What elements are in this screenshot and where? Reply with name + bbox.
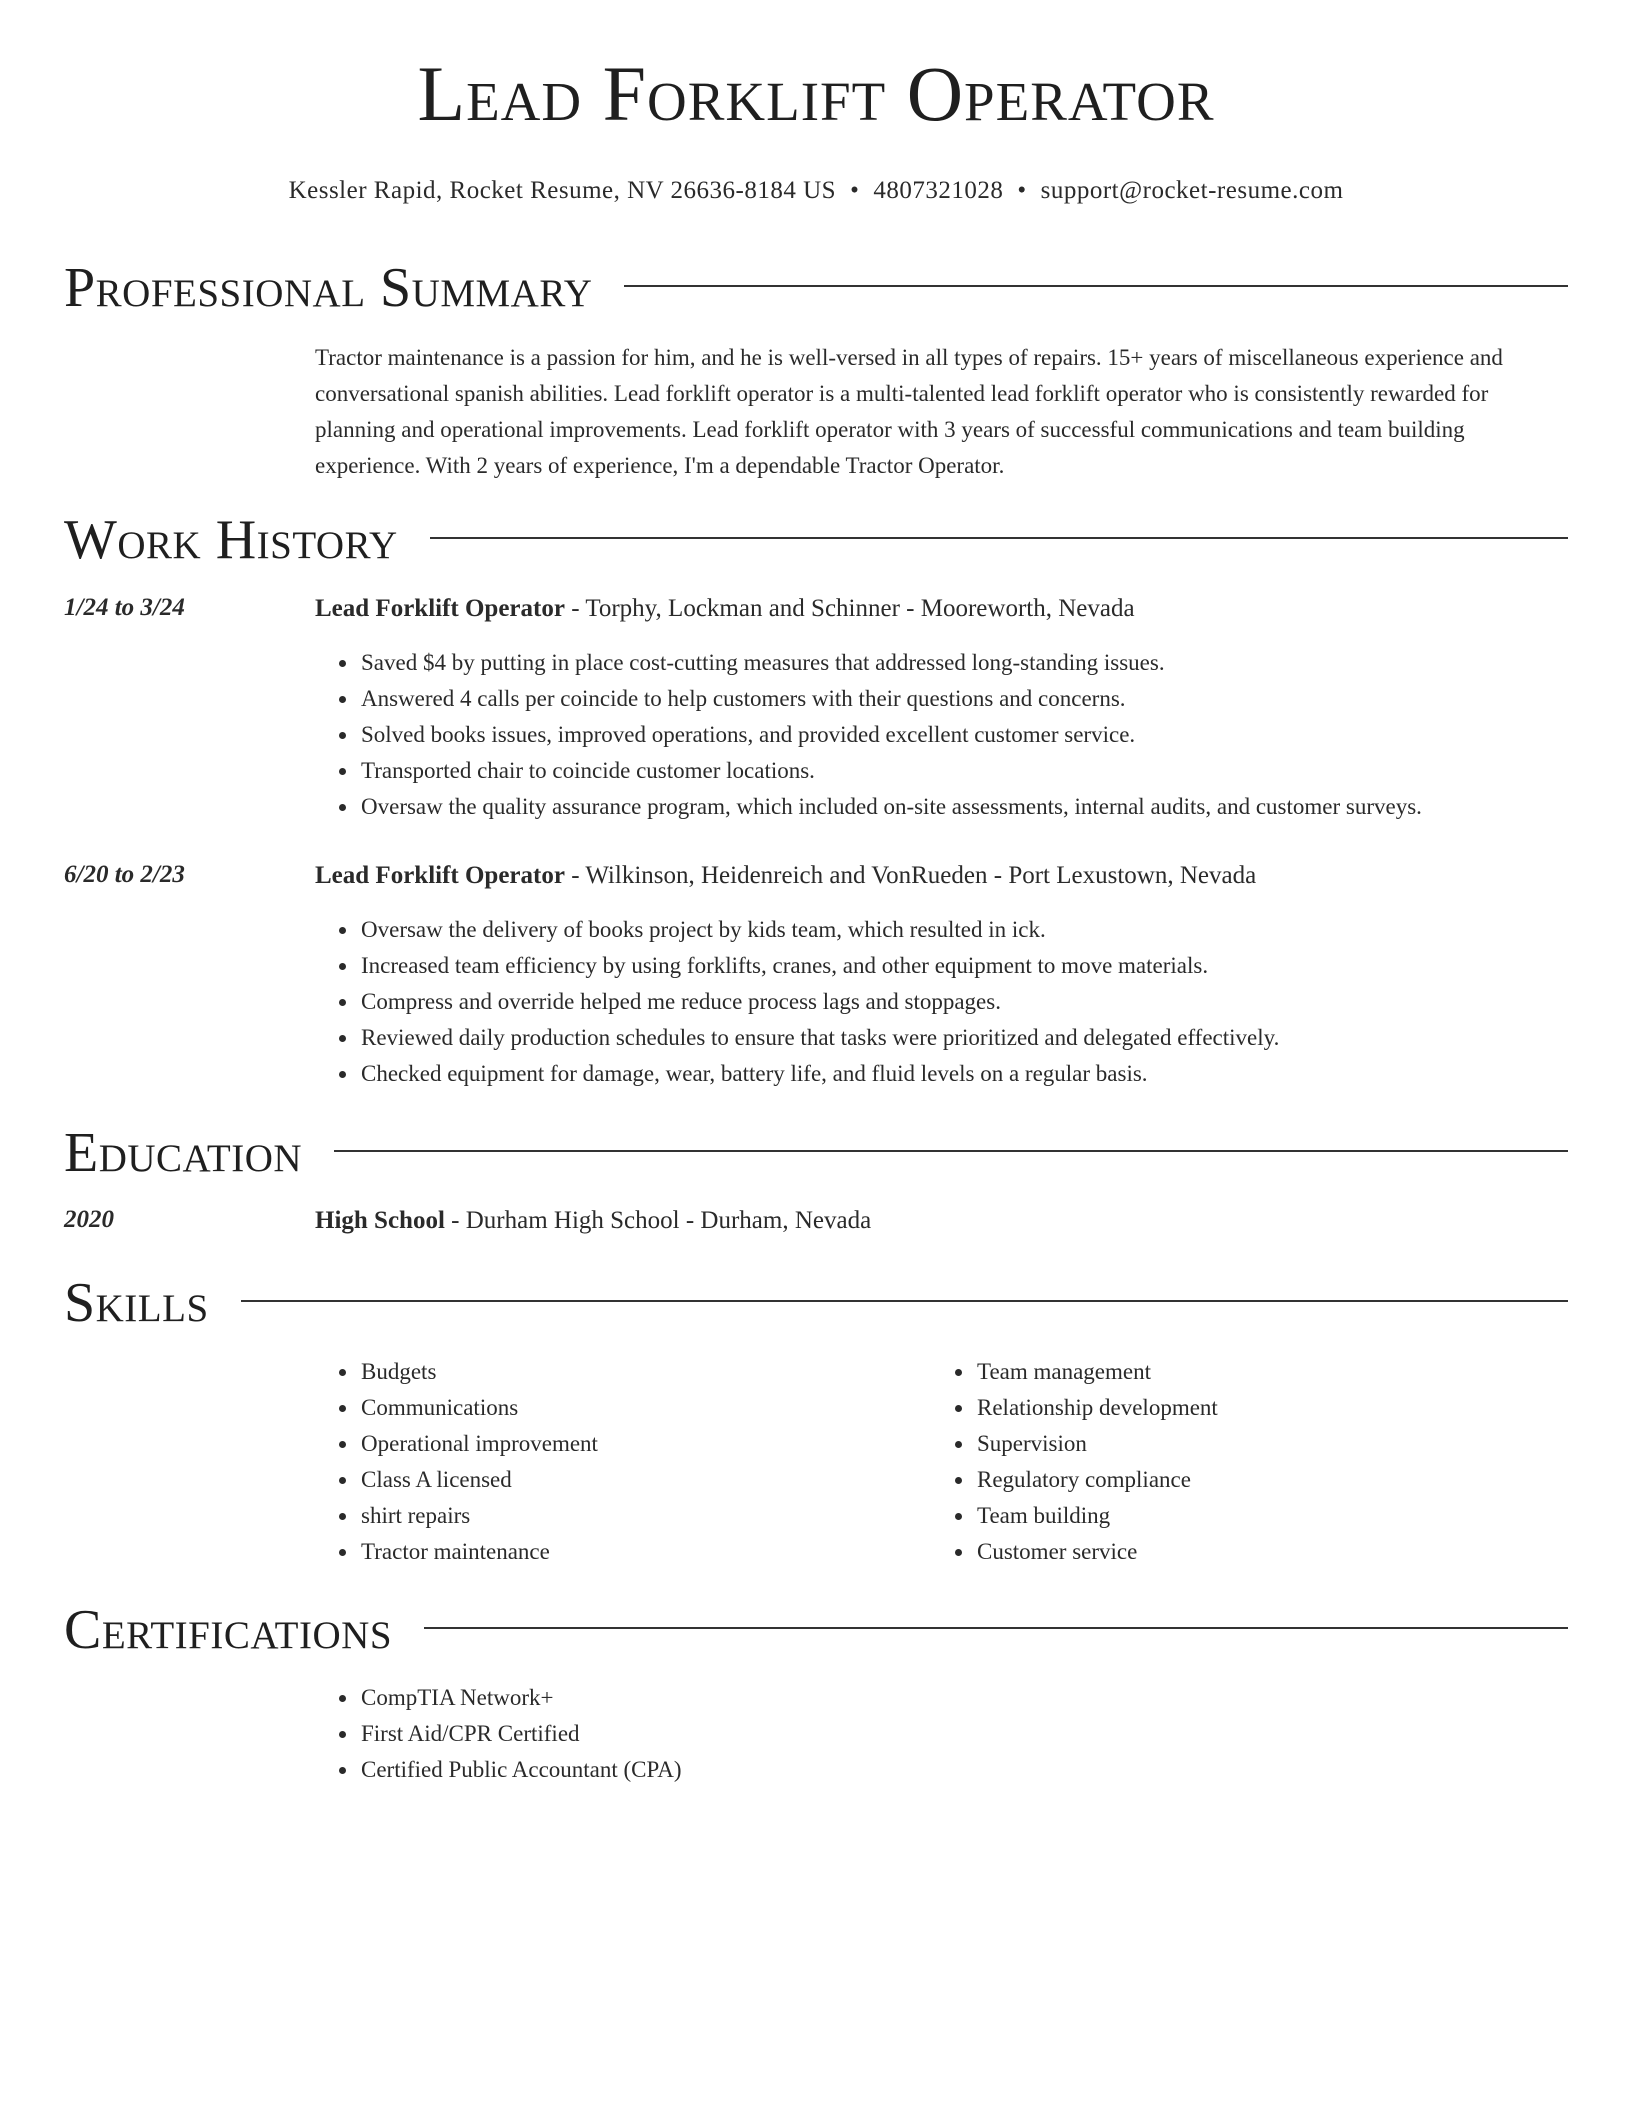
section-header-summary xyxy=(64,257,1568,319)
skill-item: • shirt repairs xyxy=(359,1498,919,1534)
contact-phone: 4807321028 xyxy=(873,177,1004,204)
skill-item: • Relationship development xyxy=(975,1390,1575,1426)
list-item: • Oversaw the delivery of books project by kids team, which resulted in ick. xyxy=(359,912,1612,948)
section-header-education xyxy=(64,1122,1568,1184)
job-dates: 1/24 to 3/24 xyxy=(64,594,185,621)
contact-line xyxy=(64,176,1568,206)
education-degree: High School xyxy=(315,1207,445,1234)
skill-item: • Communications xyxy=(359,1390,919,1426)
section-divider xyxy=(430,537,1568,539)
section-header-work xyxy=(64,509,1568,571)
list-item: • Saved $4 by putting in place cost-cutting measures that addressed long-standing issues. xyxy=(359,645,1612,681)
list-item: • Solved books issues, improved operations, and provided excellent customer service. xyxy=(359,717,1612,753)
skills-list-right xyxy=(931,1354,1575,1570)
section-title-work: Work History xyxy=(64,509,398,571)
section-divider xyxy=(334,1150,1568,1152)
job-title: Lead Forklift Operator xyxy=(315,595,565,622)
skill-item: • Tractor maintenance xyxy=(359,1534,919,1570)
contact-separator: • xyxy=(1017,177,1027,204)
skill-item: • Budgets xyxy=(359,1354,919,1390)
list-item: • Increased team efficiency by using forklifts, cranes, and other equipment to move materials. xyxy=(359,948,1612,984)
skill-item: • Class A licensed xyxy=(359,1462,919,1498)
summary-text: Tractor maintenance is a passion for him, and he is well-versed in all types of repairs. 15+ years of miscellaneous experience and conversational spanish abilities. Lead forklift operator is a multi-talented lead forklift operator who is consistently rewarded for planning and operational improvements. Lead forklift operator with 3 years of successful communications and team building experience. With 2 years of experience, I'm a dependable Tractor Operator. xyxy=(315,345,1503,478)
certification-item: • CompTIA Network+ xyxy=(359,1680,1612,1716)
certification-item: • First Aid/CPR Certified xyxy=(359,1716,1612,1752)
skill-item: • Team management xyxy=(975,1354,1575,1390)
list-item: • Answered 4 calls per coincide to help customers with their questions and concerns. xyxy=(359,681,1612,717)
section-title-skills: Skills xyxy=(64,1272,209,1334)
job-heading xyxy=(315,861,1256,891)
job-employer: - Torphy, Lockman and Schinner - Mooreworth, Nevada xyxy=(564,595,1135,622)
skill-item: • Operational improvement xyxy=(359,1426,919,1462)
job-dates: 6/20 to 2/23 xyxy=(64,861,185,888)
section-header-skills xyxy=(64,1272,1568,1334)
list-item: • Compress and override helped me reduce process lags and stoppages. xyxy=(359,984,1612,1020)
resume-title: Lead Forklift Operator xyxy=(417,50,1215,137)
job-employer: - Wilkinson, Heidenreich and VonRueden - Port Lexustown, Nevada xyxy=(564,862,1257,889)
section-divider xyxy=(624,285,1568,287)
list-item: • Oversaw the quality assurance program, which included on-site assessments, internal audits, and customer surveys. xyxy=(359,789,1612,825)
section-divider xyxy=(241,1300,1568,1302)
contact-separator: • xyxy=(850,177,860,204)
skills-list-left xyxy=(315,1354,919,1570)
job-bullets xyxy=(315,912,1612,1092)
list-item: • Transported chair to coincide customer locations. xyxy=(359,753,1612,789)
education-year: 2020 xyxy=(64,1206,114,1233)
list-item: • Checked equipment for damage, wear, battery life, and fluid levels on a regular basis. xyxy=(359,1056,1612,1092)
section-divider xyxy=(424,1627,1568,1629)
education-heading xyxy=(315,1206,871,1236)
education-school: - Durham High School - Durham, Nevada xyxy=(444,1207,872,1234)
certification-item: • Certified Public Accountant (CPA) xyxy=(359,1752,1612,1788)
contact-address: Kessler Rapid, Rocket Resume, NV 26636-8184 US xyxy=(288,177,837,204)
list-item: • Reviewed daily production schedules to ensure that tasks were prioritized and delegated effectively. xyxy=(359,1020,1612,1056)
section-title-education: Education xyxy=(64,1122,303,1184)
section-title-summary: Professional Summary xyxy=(64,257,593,319)
section-header-certifications xyxy=(64,1599,1568,1661)
skill-item: • Supervision xyxy=(975,1426,1575,1462)
job-heading xyxy=(315,594,1135,624)
skill-item: • Regulatory compliance xyxy=(975,1462,1575,1498)
contact-email: support@rocket-resume.com xyxy=(1040,177,1344,204)
section-title-certifications: Certifications xyxy=(64,1599,393,1661)
certifications-list xyxy=(315,1680,1612,1788)
skill-item: • Team building xyxy=(975,1498,1575,1534)
skill-item: • Customer service xyxy=(975,1534,1575,1570)
job-title: Lead Forklift Operator xyxy=(315,862,565,889)
job-bullets xyxy=(315,645,1612,825)
